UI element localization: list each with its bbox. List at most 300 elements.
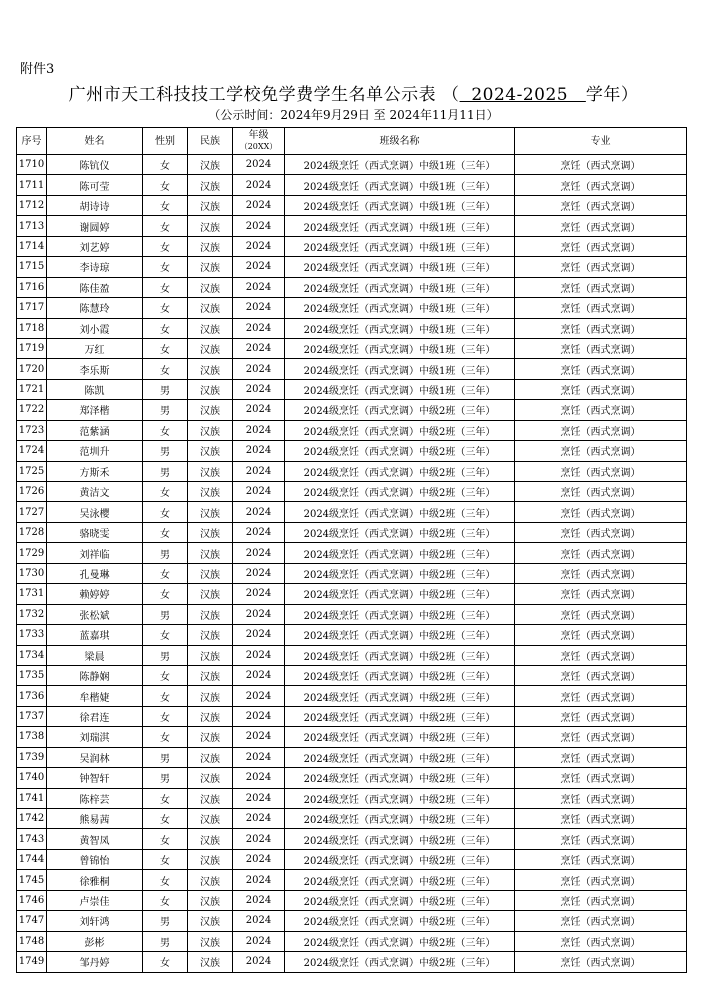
cell-major: 烹饪（西式烹调） bbox=[515, 441, 687, 461]
cell-seq: 1744 bbox=[17, 849, 47, 869]
cell-ethnicity: 汉族 bbox=[188, 400, 233, 420]
table-header-row bbox=[17, 128, 687, 155]
cell-name: 李诗琼 bbox=[47, 257, 143, 277]
cell-sex: 女 bbox=[143, 338, 188, 358]
cell-name: 孔曼琳 bbox=[47, 563, 143, 583]
cell-name: 徐君连 bbox=[47, 706, 143, 726]
cell-name: 陈可莹 bbox=[47, 175, 143, 195]
cell-grade: 2024 bbox=[233, 809, 285, 829]
cell-ethnicity: 汉族 bbox=[188, 522, 233, 542]
table-row bbox=[17, 768, 687, 788]
header-class: 班级名称 bbox=[285, 128, 515, 155]
cell-class: 2024级烹饪（西式烹调）中级2班（三年） bbox=[285, 706, 515, 726]
cell-seq: 1738 bbox=[17, 727, 47, 747]
cell-major: 烹饪（西式烹调） bbox=[515, 420, 687, 440]
table-row bbox=[17, 257, 687, 277]
cell-seq: 1733 bbox=[17, 625, 47, 645]
cell-grade: 2024 bbox=[233, 441, 285, 461]
table-row bbox=[17, 338, 687, 358]
cell-name: 吴润林 bbox=[47, 747, 143, 767]
cell-sex: 女 bbox=[143, 359, 188, 379]
cell-major: 烹饪（西式烹调） bbox=[515, 338, 687, 358]
cell-grade: 2024 bbox=[233, 522, 285, 542]
cell-grade: 2024 bbox=[233, 952, 285, 972]
table-row bbox=[17, 482, 687, 502]
cell-name: 李乐斯 bbox=[47, 359, 143, 379]
title-prefix: 广州市天工科技技工学校免学费学生名单公示表 （ bbox=[68, 85, 460, 105]
cell-ethnicity: 汉族 bbox=[188, 890, 233, 910]
cell-grade: 2024 bbox=[233, 768, 285, 788]
cell-seq: 1736 bbox=[17, 686, 47, 706]
cell-ethnicity: 汉族 bbox=[188, 298, 233, 318]
cell-class: 2024级烹饪（西式烹调）中级2班（三年） bbox=[285, 604, 515, 624]
cell-ethnicity: 汉族 bbox=[188, 625, 233, 645]
cell-ethnicity: 汉族 bbox=[188, 931, 233, 951]
cell-ethnicity: 汉族 bbox=[188, 809, 233, 829]
table-row bbox=[17, 706, 687, 726]
attachment-label: 附件3 bbox=[20, 62, 55, 77]
cell-class: 2024级烹饪（西式烹调）中级1班（三年） bbox=[285, 379, 515, 399]
table-row bbox=[17, 441, 687, 461]
cell-seq: 1722 bbox=[17, 400, 47, 420]
cell-ethnicity: 汉族 bbox=[188, 441, 233, 461]
cell-class: 2024级烹饪（西式烹调）中级2班（三年） bbox=[285, 788, 515, 808]
cell-class: 2024级烹饪（西式烹调）中级2班（三年） bbox=[285, 747, 515, 767]
cell-seq: 1740 bbox=[17, 768, 47, 788]
cell-seq: 1713 bbox=[17, 216, 47, 236]
cell-sex: 男 bbox=[143, 911, 188, 931]
cell-seq: 1734 bbox=[17, 645, 47, 665]
cell-seq: 1715 bbox=[17, 257, 47, 277]
cell-grade: 2024 bbox=[233, 870, 285, 890]
table-row bbox=[17, 911, 687, 931]
cell-class: 2024级烹饪（西式烹调）中级2班（三年） bbox=[285, 952, 515, 972]
cell-sex: 男 bbox=[143, 747, 188, 767]
cell-sex: 女 bbox=[143, 952, 188, 972]
cell-sex: 男 bbox=[143, 400, 188, 420]
cell-seq: 1717 bbox=[17, 298, 47, 318]
cell-class: 2024级烹饪（西式烹调）中级1班（三年） bbox=[285, 236, 515, 256]
cell-major: 烹饪（西式烹调） bbox=[515, 277, 687, 297]
cell-sex: 女 bbox=[143, 625, 188, 645]
cell-name: 曾锦怡 bbox=[47, 849, 143, 869]
cell-grade: 2024 bbox=[233, 216, 285, 236]
cell-name: 刘瑞淇 bbox=[47, 727, 143, 747]
cell-grade: 2024 bbox=[233, 625, 285, 645]
cell-grade: 2024 bbox=[233, 849, 285, 869]
cell-class: 2024级烹饪（西式烹调）中级2班（三年） bbox=[285, 420, 515, 440]
table-row bbox=[17, 645, 687, 665]
cell-name: 刘艺婷 bbox=[47, 236, 143, 256]
table-row bbox=[17, 727, 687, 747]
table-row bbox=[17, 461, 687, 481]
cell-class: 2024级烹饪（西式烹调）中级2班（三年） bbox=[285, 890, 515, 910]
cell-name: 陈佳盈 bbox=[47, 277, 143, 297]
cell-grade: 2024 bbox=[233, 727, 285, 747]
cell-sex: 女 bbox=[143, 829, 188, 849]
cell-major: 烹饪（西式烹调） bbox=[515, 706, 687, 726]
cell-ethnicity: 汉族 bbox=[188, 788, 233, 808]
table-row bbox=[17, 216, 687, 236]
cell-seq: 1727 bbox=[17, 502, 47, 522]
cell-seq: 1742 bbox=[17, 809, 47, 829]
cell-major: 烹饪（西式烹调） bbox=[515, 625, 687, 645]
table-row bbox=[17, 420, 687, 440]
cell-major: 烹饪（西式烹调） bbox=[515, 482, 687, 502]
cell-major: 烹饪（西式烹调） bbox=[515, 686, 687, 706]
cell-seq: 1719 bbox=[17, 338, 47, 358]
cell-sex: 男 bbox=[143, 604, 188, 624]
table-body bbox=[17, 155, 687, 973]
cell-ethnicity: 汉族 bbox=[188, 359, 233, 379]
cell-grade: 2024 bbox=[233, 236, 285, 256]
cell-ethnicity: 汉族 bbox=[188, 420, 233, 440]
table-row bbox=[17, 195, 687, 215]
cell-name: 陈梓芸 bbox=[47, 788, 143, 808]
title-suffix: 学年） bbox=[585, 85, 639, 105]
cell-name: 邹丹婷 bbox=[47, 952, 143, 972]
cell-major: 烹饪（西式烹调） bbox=[515, 400, 687, 420]
cell-ethnicity: 汉族 bbox=[188, 952, 233, 972]
cell-name: 郑泽楷 bbox=[47, 400, 143, 420]
cell-seq: 1729 bbox=[17, 543, 47, 563]
table-row bbox=[17, 809, 687, 829]
cell-name: 卢崇佳 bbox=[47, 890, 143, 910]
cell-major: 烹饪（西式烹调） bbox=[515, 584, 687, 604]
cell-major: 烹饪（西式烹调） bbox=[515, 461, 687, 481]
cell-grade: 2024 bbox=[233, 931, 285, 951]
cell-major: 烹饪（西式烹调） bbox=[515, 604, 687, 624]
cell-sex: 女 bbox=[143, 849, 188, 869]
cell-major: 烹饪（西式烹调） bbox=[515, 829, 687, 849]
cell-sex: 男 bbox=[143, 543, 188, 563]
cell-sex: 女 bbox=[143, 482, 188, 502]
cell-ethnicity: 汉族 bbox=[188, 482, 233, 502]
cell-seq: 1731 bbox=[17, 584, 47, 604]
cell-name: 骆晓雯 bbox=[47, 522, 143, 542]
cell-sex: 女 bbox=[143, 318, 188, 338]
cell-name: 彭彬 bbox=[47, 931, 143, 951]
cell-major: 烹饪（西式烹调） bbox=[515, 155, 687, 175]
cell-seq: 1737 bbox=[17, 706, 47, 726]
cell-grade: 2024 bbox=[233, 461, 285, 481]
table-row bbox=[17, 359, 687, 379]
title-school-year: 2024-2025 bbox=[459, 85, 586, 105]
cell-name: 万红 bbox=[47, 338, 143, 358]
cell-grade: 2024 bbox=[233, 400, 285, 420]
cell-name: 方斯禾 bbox=[47, 461, 143, 481]
cell-name: 陈钪仪 bbox=[47, 155, 143, 175]
cell-ethnicity: 汉族 bbox=[188, 543, 233, 563]
cell-sex: 男 bbox=[143, 441, 188, 461]
cell-class: 2024级烹饪（西式烹调）中级2班（三年） bbox=[285, 829, 515, 849]
cell-seq: 1747 bbox=[17, 911, 47, 931]
cell-major: 烹饪（西式烹调） bbox=[515, 911, 687, 931]
table-row bbox=[17, 625, 687, 645]
cell-sex: 男 bbox=[143, 645, 188, 665]
cell-major: 烹饪（西式烹调） bbox=[515, 216, 687, 236]
cell-grade: 2024 bbox=[233, 584, 285, 604]
cell-major: 烹饪（西式烹调） bbox=[515, 257, 687, 277]
cell-seq: 1746 bbox=[17, 890, 47, 910]
cell-major: 烹饪（西式烹调） bbox=[515, 727, 687, 747]
table-row bbox=[17, 829, 687, 849]
cell-grade: 2024 bbox=[233, 788, 285, 808]
cell-name: 范圳升 bbox=[47, 441, 143, 461]
cell-major: 烹饪（西式烹调） bbox=[515, 952, 687, 972]
table-row bbox=[17, 584, 687, 604]
cell-seq: 1724 bbox=[17, 441, 47, 461]
cell-seq: 1721 bbox=[17, 379, 47, 399]
cell-sex: 女 bbox=[143, 277, 188, 297]
cell-seq: 1718 bbox=[17, 318, 47, 338]
header-name: 姓名 bbox=[47, 128, 143, 155]
cell-major: 烹饪（西式烹调） bbox=[515, 890, 687, 910]
cell-grade: 2024 bbox=[233, 482, 285, 502]
cell-major: 烹饪（西式烹调） bbox=[515, 502, 687, 522]
cell-class: 2024级烹饪（西式烹调）中级2班（三年） bbox=[285, 809, 515, 829]
cell-seq: 1732 bbox=[17, 604, 47, 624]
cell-grade: 2024 bbox=[233, 318, 285, 338]
cell-grade: 2024 bbox=[233, 911, 285, 931]
cell-class: 2024级烹饪（西式烹调）中级2班（三年） bbox=[285, 768, 515, 788]
table-row bbox=[17, 175, 687, 195]
table-row bbox=[17, 379, 687, 399]
cell-name: 梁晨 bbox=[47, 645, 143, 665]
table-row bbox=[17, 788, 687, 808]
table-row bbox=[17, 563, 687, 583]
cell-class: 2024级烹饪（西式烹调）中级2班（三年） bbox=[285, 441, 515, 461]
cell-grade: 2024 bbox=[233, 604, 285, 624]
header-grade-label: 年级 bbox=[248, 130, 269, 141]
cell-seq: 1712 bbox=[17, 195, 47, 215]
cell-ethnicity: 汉族 bbox=[188, 911, 233, 931]
cell-class: 2024级烹饪（西式烹调）中级2班（三年） bbox=[285, 400, 515, 420]
cell-seq: 1735 bbox=[17, 665, 47, 685]
cell-ethnicity: 汉族 bbox=[188, 584, 233, 604]
cell-grade: 2024 bbox=[233, 665, 285, 685]
cell-class: 2024级烹饪（西式烹调）中级2班（三年） bbox=[285, 461, 515, 481]
cell-major: 烹饪（西式烹调） bbox=[515, 645, 687, 665]
cell-ethnicity: 汉族 bbox=[188, 829, 233, 849]
cell-class: 2024级烹饪（西式烹调）中级1班（三年） bbox=[285, 338, 515, 358]
cell-class: 2024级烹饪（西式烹调）中级1班（三年） bbox=[285, 318, 515, 338]
cell-ethnicity: 汉族 bbox=[188, 216, 233, 236]
cell-ethnicity: 汉族 bbox=[188, 870, 233, 890]
cell-name: 黄洁文 bbox=[47, 482, 143, 502]
cell-ethnicity: 汉族 bbox=[188, 257, 233, 277]
header-grade bbox=[233, 128, 285, 155]
cell-major: 烹饪（西式烹调） bbox=[515, 809, 687, 829]
cell-seq: 1741 bbox=[17, 788, 47, 808]
cell-ethnicity: 汉族 bbox=[188, 686, 233, 706]
cell-class: 2024级烹饪（西式烹调）中级2班（三年） bbox=[285, 686, 515, 706]
cell-name: 钟智轩 bbox=[47, 768, 143, 788]
cell-ethnicity: 汉族 bbox=[188, 768, 233, 788]
cell-name: 范紫涵 bbox=[47, 420, 143, 440]
cell-grade: 2024 bbox=[233, 420, 285, 440]
cell-sex: 女 bbox=[143, 502, 188, 522]
cell-ethnicity: 汉族 bbox=[188, 236, 233, 256]
cell-name: 吴泳樱 bbox=[47, 502, 143, 522]
cell-sex: 女 bbox=[143, 236, 188, 256]
cell-seq: 1725 bbox=[17, 461, 47, 481]
cell-major: 烹饪（西式烹调） bbox=[515, 563, 687, 583]
cell-ethnicity: 汉族 bbox=[188, 338, 233, 358]
cell-class: 2024级烹饪（西式烹调）中级1班（三年） bbox=[285, 175, 515, 195]
cell-major: 烹饪（西式烹调） bbox=[515, 870, 687, 890]
cell-major: 烹饪（西式烹调） bbox=[515, 175, 687, 195]
cell-seq: 1726 bbox=[17, 482, 47, 502]
cell-name: 熊易茜 bbox=[47, 809, 143, 829]
table-row bbox=[17, 890, 687, 910]
table-row bbox=[17, 604, 687, 624]
cell-major: 烹饪（西式烹调） bbox=[515, 318, 687, 338]
table-row bbox=[17, 665, 687, 685]
cell-ethnicity: 汉族 bbox=[188, 604, 233, 624]
cell-grade: 2024 bbox=[233, 543, 285, 563]
cell-grade: 2024 bbox=[233, 195, 285, 215]
table-row bbox=[17, 318, 687, 338]
cell-ethnicity: 汉族 bbox=[188, 277, 233, 297]
cell-seq: 1710 bbox=[17, 155, 47, 175]
cell-grade: 2024 bbox=[233, 686, 285, 706]
cell-sex: 男 bbox=[143, 931, 188, 951]
cell-grade: 2024 bbox=[233, 379, 285, 399]
cell-class: 2024级烹饪（西式烹调）中级1班（三年） bbox=[285, 359, 515, 379]
table-row bbox=[17, 277, 687, 297]
cell-ethnicity: 汉族 bbox=[188, 665, 233, 685]
cell-major: 烹饪（西式烹调） bbox=[515, 236, 687, 256]
cell-grade: 2024 bbox=[233, 502, 285, 522]
cell-name: 徐雅桐 bbox=[47, 870, 143, 890]
cell-grade: 2024 bbox=[233, 890, 285, 910]
cell-name: 陈静娴 bbox=[47, 665, 143, 685]
cell-grade: 2024 bbox=[233, 338, 285, 358]
cell-name: 牟楷婕 bbox=[47, 686, 143, 706]
cell-major: 烹饪（西式烹调） bbox=[515, 379, 687, 399]
cell-sex: 女 bbox=[143, 809, 188, 829]
cell-grade: 2024 bbox=[233, 645, 285, 665]
cell-major: 烹饪（西式烹调） bbox=[515, 298, 687, 318]
student-roster-table bbox=[16, 127, 687, 973]
cell-sex: 男 bbox=[143, 461, 188, 481]
cell-grade: 2024 bbox=[233, 175, 285, 195]
cell-grade: 2024 bbox=[233, 563, 285, 583]
cell-grade: 2024 bbox=[233, 257, 285, 277]
cell-grade: 2024 bbox=[233, 298, 285, 318]
cell-name: 陈凯 bbox=[47, 379, 143, 399]
cell-class: 2024级烹饪（西式烹调）中级2班（三年） bbox=[285, 584, 515, 604]
cell-sex: 女 bbox=[143, 870, 188, 890]
cell-class: 2024级烹饪（西式烹调）中级1班（三年） bbox=[285, 155, 515, 175]
cell-seq: 1714 bbox=[17, 236, 47, 256]
cell-sex: 女 bbox=[143, 216, 188, 236]
cell-seq: 1720 bbox=[17, 359, 47, 379]
cell-major: 烹饪（西式烹调） bbox=[515, 195, 687, 215]
table-row bbox=[17, 686, 687, 706]
table-row bbox=[17, 543, 687, 563]
table-row bbox=[17, 155, 687, 175]
header-ethnicity: 民族 bbox=[188, 128, 233, 155]
table-row bbox=[17, 849, 687, 869]
cell-major: 烹饪（西式烹调） bbox=[515, 768, 687, 788]
cell-sex: 女 bbox=[143, 522, 188, 542]
cell-class: 2024级烹饪（西式烹调）中级2班（三年） bbox=[285, 563, 515, 583]
cell-major: 烹饪（西式烹调） bbox=[515, 931, 687, 951]
cell-class: 2024级烹饪（西式烹调）中级2班（三年） bbox=[285, 522, 515, 542]
header-seq: 序号 bbox=[17, 128, 47, 155]
cell-ethnicity: 汉族 bbox=[188, 727, 233, 747]
cell-name: 蓝嘉琪 bbox=[47, 625, 143, 645]
cell-seq: 1743 bbox=[17, 829, 47, 849]
cell-name: 谢圆婷 bbox=[47, 216, 143, 236]
cell-name: 陈慧玲 bbox=[47, 298, 143, 318]
cell-sex: 女 bbox=[143, 706, 188, 726]
cell-class: 2024级烹饪（西式烹调）中级2班（三年） bbox=[285, 482, 515, 502]
cell-major: 烹饪（西式烹调） bbox=[515, 522, 687, 542]
table-row bbox=[17, 952, 687, 972]
cell-class: 2024级烹饪（西式烹调）中级2班（三年） bbox=[285, 665, 515, 685]
cell-ethnicity: 汉族 bbox=[188, 379, 233, 399]
cell-name: 胡诗诗 bbox=[47, 195, 143, 215]
table-row bbox=[17, 931, 687, 951]
cell-seq: 1739 bbox=[17, 747, 47, 767]
cell-seq: 1730 bbox=[17, 563, 47, 583]
cell-sex: 女 bbox=[143, 155, 188, 175]
cell-seq: 1716 bbox=[17, 277, 47, 297]
cell-class: 2024级烹饪（西式烹调）中级1班（三年） bbox=[285, 216, 515, 236]
cell-ethnicity: 汉族 bbox=[188, 175, 233, 195]
cell-class: 2024级烹饪（西式烹调）中级2班（三年） bbox=[285, 645, 515, 665]
cell-class: 2024级烹饪（西式烹调）中级2班（三年） bbox=[285, 870, 515, 890]
cell-class: 2024级烹饪（西式烹调）中级2班（三年） bbox=[285, 543, 515, 563]
cell-sex: 男 bbox=[143, 768, 188, 788]
cell-seq: 1749 bbox=[17, 952, 47, 972]
cell-class: 2024级烹饪（西式烹调）中级2班（三年） bbox=[285, 911, 515, 931]
page-title bbox=[0, 80, 707, 105]
cell-name: 张松斌 bbox=[47, 604, 143, 624]
cell-sex: 女 bbox=[143, 257, 188, 277]
cell-sex: 女 bbox=[143, 727, 188, 747]
cell-seq: 1723 bbox=[17, 420, 47, 440]
table-row bbox=[17, 502, 687, 522]
cell-sex: 女 bbox=[143, 420, 188, 440]
cell-grade: 2024 bbox=[233, 829, 285, 849]
cell-grade: 2024 bbox=[233, 747, 285, 767]
cell-class: 2024级烹饪（西式烹调）中级1班（三年） bbox=[285, 298, 515, 318]
cell-name: 刘祥临 bbox=[47, 543, 143, 563]
cell-sex: 女 bbox=[143, 563, 188, 583]
cell-name: 刘轩鸿 bbox=[47, 911, 143, 931]
cell-class: 2024级烹饪（西式烹调）中级2班（三年） bbox=[285, 931, 515, 951]
cell-ethnicity: 汉族 bbox=[188, 502, 233, 522]
cell-ethnicity: 汉族 bbox=[188, 849, 233, 869]
header-grade-sub: （20XX） bbox=[239, 142, 278, 151]
cell-seq: 1745 bbox=[17, 870, 47, 890]
cell-sex: 男 bbox=[143, 379, 188, 399]
cell-major: 烹饪（西式烹调） bbox=[515, 359, 687, 379]
cell-class: 2024级烹饪（西式烹调）中级2班（三年） bbox=[285, 849, 515, 869]
cell-ethnicity: 汉族 bbox=[188, 195, 233, 215]
cell-major: 烹饪（西式烹调） bbox=[515, 665, 687, 685]
cell-ethnicity: 汉族 bbox=[188, 563, 233, 583]
cell-sex: 女 bbox=[143, 665, 188, 685]
header-sex: 性别 bbox=[143, 128, 188, 155]
header-major: 专业 bbox=[515, 128, 687, 155]
cell-sex: 女 bbox=[143, 175, 188, 195]
cell-class: 2024级烹饪（西式烹调）中级1班（三年） bbox=[285, 195, 515, 215]
